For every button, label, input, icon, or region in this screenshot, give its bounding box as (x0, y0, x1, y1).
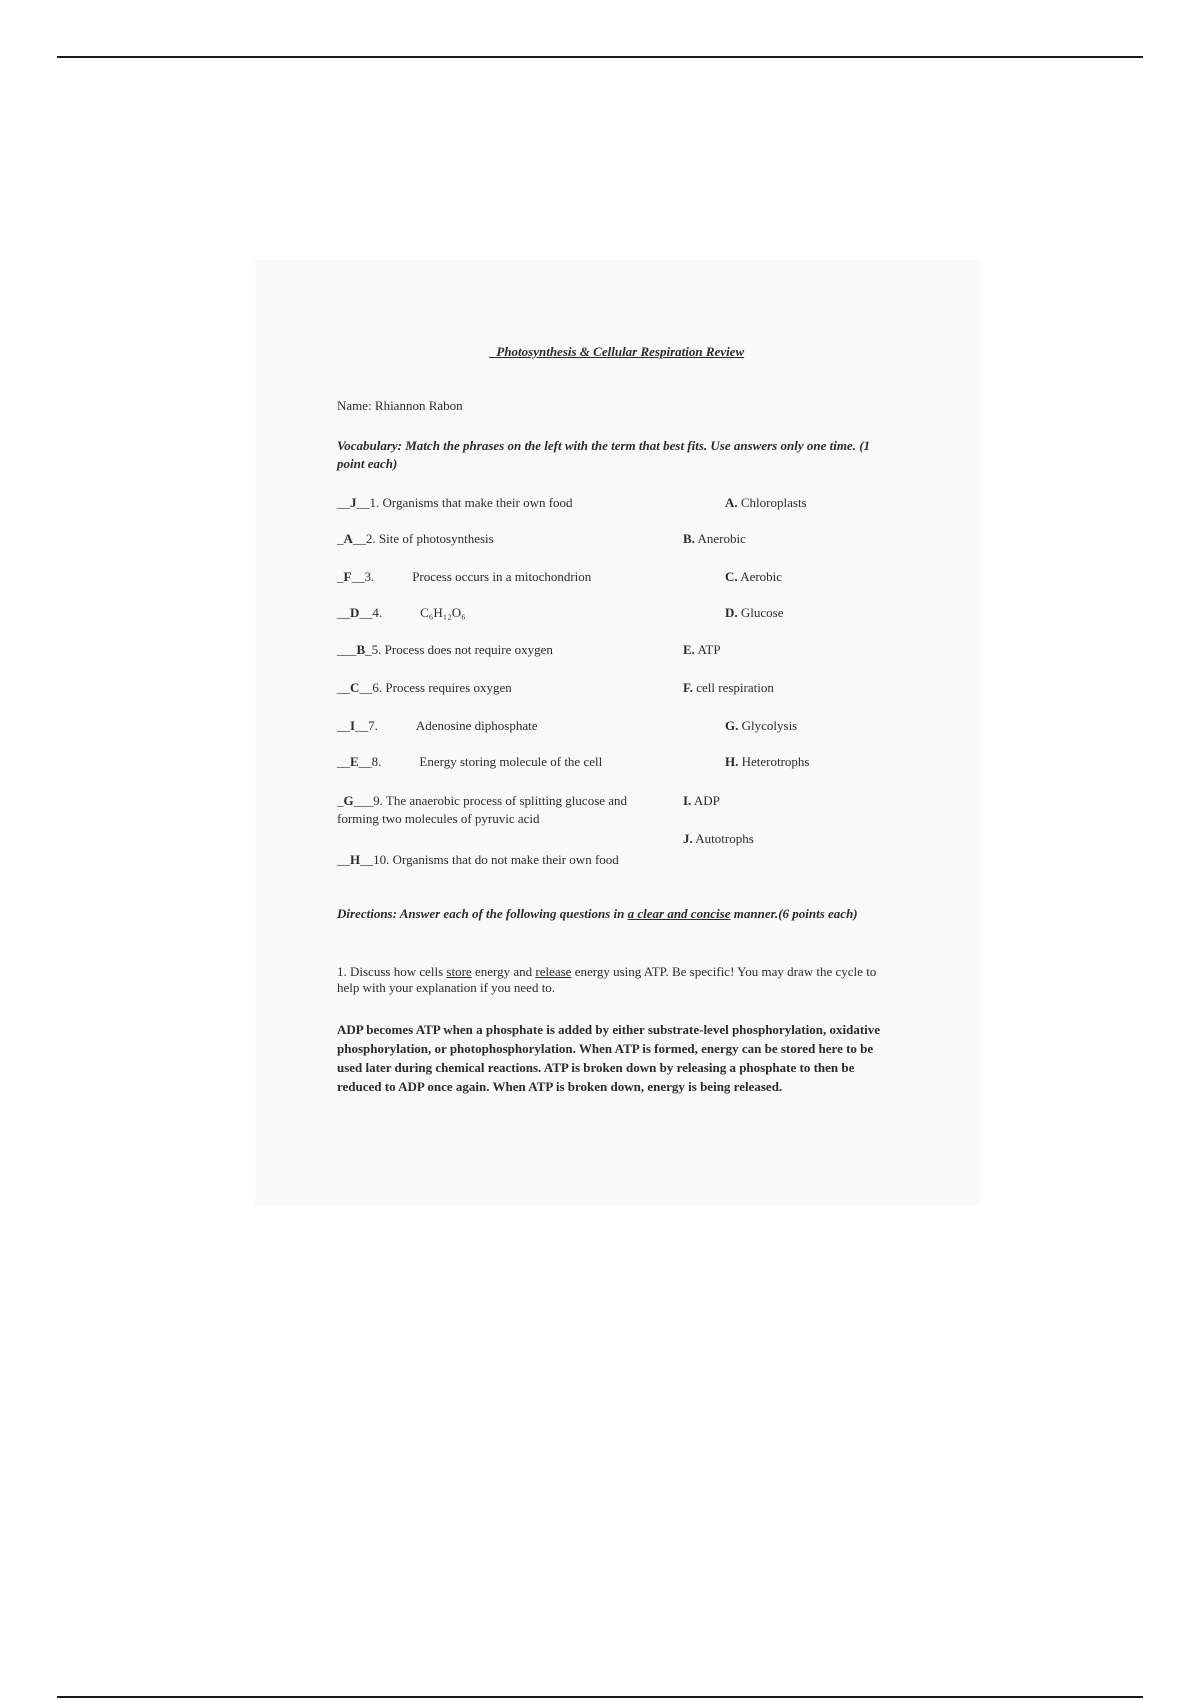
question-9 (337, 792, 647, 828)
question-number: __8. (358, 754, 382, 769)
answer-letter: D (350, 605, 360, 620)
vocabulary-instructions: Vocabulary: Match the phrases on the left with the term that best fits. Use answers only one time. (1 point each) (337, 438, 871, 471)
scanned-worksheet (255, 260, 980, 1205)
term-c (725, 568, 782, 586)
term-letter: A. (725, 495, 738, 510)
answer-letter: J (350, 495, 357, 510)
term-text: ADP (693, 793, 720, 808)
answer-letter: E (350, 754, 359, 769)
answer-letter: A (343, 531, 353, 546)
question-5 (337, 641, 553, 659)
top-rule (57, 56, 1143, 58)
directions-text: Directions: Answer each of the following questions in (337, 906, 628, 921)
question-part: energy using ATP. Be specific! You may draw the cycle to help with your explanation if you need to. (337, 964, 877, 995)
blank: _ (337, 569, 344, 584)
term-a (725, 494, 807, 512)
term-text: Glycolysis (741, 718, 798, 733)
question-number: __4. (359, 605, 383, 620)
directions-emphasis: a clear and concise (627, 906, 731, 921)
question-part: 1. Discuss how cells (337, 964, 447, 979)
question-part: energy and (471, 964, 536, 979)
term-i (683, 792, 720, 810)
question-3 (337, 568, 591, 586)
question-number: __3. (351, 569, 375, 584)
answer-letter: B (356, 642, 366, 657)
term-letter: D. (725, 605, 738, 620)
term-text: Chloroplasts (740, 495, 807, 510)
essay-question-1 (337, 964, 897, 996)
blank: __ (337, 605, 350, 620)
directions-text-end: manner.(6 points each) (730, 906, 858, 921)
question-10 (337, 851, 619, 869)
question-6 (337, 679, 512, 697)
question-text: __10. Organisms that do not make their own food (360, 852, 619, 867)
blank: __ (337, 680, 350, 695)
term-letter: E. (683, 642, 695, 657)
student-name: Name: Rhiannon Rabon (337, 398, 463, 413)
term-letter: G. (725, 718, 739, 733)
question-text: __2. Site of photosynthesis (352, 531, 494, 546)
worksheet-title: _Photosynthesis & Cellular Respiration Review (489, 344, 745, 359)
question-text: Adenosine diphosphate (415, 718, 538, 733)
release-word: release (535, 964, 572, 979)
question-2 (337, 530, 494, 548)
question-text: C₆H₁₂O₆ (420, 605, 466, 620)
question-text: ___9. The anaerobic process of splitting glucose and forming two molecules of pyruvic acid (337, 793, 628, 826)
blank: __ (337, 754, 350, 769)
term-b (683, 530, 746, 548)
bottom-rule (57, 1696, 1143, 1698)
question-text: _5. Process does not require oxygen (365, 642, 553, 657)
question-text: Energy storing molecule of the cell (419, 754, 603, 769)
question-text: __1. Organisms that make their own food (356, 495, 573, 510)
question-number: __7. (355, 718, 378, 733)
blank: _ (337, 793, 344, 808)
blank: ___ (337, 642, 357, 657)
term-letter: H. (725, 754, 739, 769)
term-letter: I. (683, 793, 692, 808)
term-g (725, 717, 797, 735)
question-4 (337, 604, 466, 622)
question-text: __6. Process requires oxygen (359, 680, 512, 695)
term-text: Glucose (740, 605, 784, 620)
term-text: ATP (697, 642, 721, 657)
term-text: Anerobic (697, 531, 746, 546)
term-h (725, 753, 810, 771)
blank: __ (337, 718, 350, 733)
term-letter: F. (683, 680, 693, 695)
answer-letter: I (350, 718, 356, 733)
answer-letter: C (350, 680, 360, 695)
essay-answer-1: ADP becomes ATP when a phosphate is added by either substrate-level phosphorylation, oxidative phosphorylation, or photophosphorylation. When ATP is formed, energy can be stored here to be used later during chemical reactions. ATP is broken down by releasing a phosphate to then be reduced to ADP once again. When ATP is broken down, energy is being released. (337, 1022, 881, 1094)
term-letter: J. (683, 831, 693, 846)
term-letter: C. (725, 569, 738, 584)
term-text: Autotrophs (695, 831, 754, 846)
question-1 (337, 494, 573, 512)
question-text: Process occurs in a mitochondrion (412, 569, 592, 584)
term-d (725, 604, 784, 622)
term-j (683, 830, 754, 848)
answer-letter: H (350, 852, 361, 867)
blank: __ (337, 495, 350, 510)
term-text: Heterotrophs (741, 754, 810, 769)
store-word: store (446, 964, 472, 979)
answer-letter: G (343, 793, 354, 808)
blank: _ (337, 531, 344, 546)
term-letter: B. (683, 531, 695, 546)
question-8 (337, 753, 602, 771)
directions (337, 905, 897, 923)
question-7 (337, 717, 537, 735)
term-text: cell respiration (696, 680, 774, 695)
answer-letter: F (343, 569, 352, 584)
term-e (683, 641, 721, 659)
blank: __ (337, 852, 350, 867)
term-f (683, 679, 774, 697)
term-text: Aerobic (740, 569, 783, 584)
